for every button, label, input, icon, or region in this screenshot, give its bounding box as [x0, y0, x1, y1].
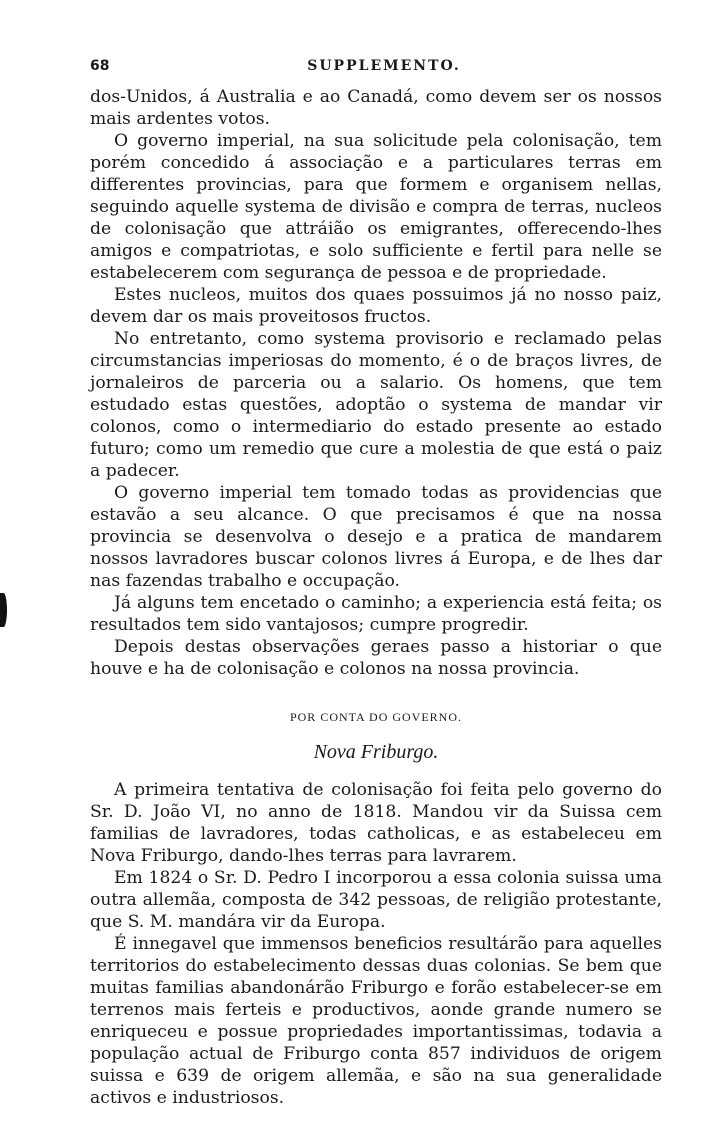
section-heading: POR CONTA DO GOVERNO.	[289, 710, 463, 724]
paragraph: O governo imperial, na sua solicitude pela colonisação, tem porém concedido á associação e a particulares terras em differentes provincias, para que formem e organisem nellas, seguindo aquelle systema de divisão e compra de terras, nucleos de colonisação que attráião os emigrantes, offerecendo-lhes amigos e compatriotas, e solo sufficiente e fertil para nelle se estabelecerem com segurança de pessoa e de propriedade.	[90, 131, 662, 283]
page-number: 68	[90, 58, 110, 74]
body-text-bottom	[90, 779, 662, 1109]
paragraph: A primeira tentativa de colonisação foi feita pelo governo do Sr. D. João VI, no anno de 1818. Mandou vir da Suissa cem familias de lavradores, todas catholicas, e as estabeleceu em Nova Friburgo, dando-lhes terras para lavrarem.	[90, 780, 662, 866]
paragraph: No entretanto, como systema provisorio e reclamado pelas circumstancias imperiosas do momento, é o de braços livres, de jornaleiros de parceria ou a salario. Os homens, que tem estudado estas questões, adoptão o systema de mandar vir colonos, como o intermediario do estado presente ao estado futuro; como um remedio que cure a molestia de que está o paiz a padecer.	[90, 329, 662, 481]
running-title: SUPPLEMENTO.	[307, 58, 461, 74]
paragraph: O governo imperial tem tomado todas as providencias que estavão a seu alcance. O que precisamos é que na nossa provincia se desenvolva o desejo e a pratica de mandarem nossos lavradores buscar colonos livres á Europa, e de lhes dar nas fazendas trabalho e occupação.	[90, 483, 662, 591]
margin-ink-mark	[0, 593, 7, 627]
paragraph-continuation: dos-Unidos, á Australia e ao Canadá, como devem ser os nossos mais ardentes votos.	[90, 87, 662, 129]
running-header	[90, 58, 662, 86]
paragraph: Estes nucleos, muitos dos quaes possuimos já no nosso paiz, devem dar os mais proveitosos fructos.	[90, 285, 662, 327]
paragraph: Em 1824 o Sr. D. Pedro I incorporou a essa colonia suissa uma outra allemãa, composta de 342 pessoas, de religião protestante, que S. M. mandára vir da Europa.	[90, 868, 662, 932]
paragraph: Depois destas observações geraes passo a historiar o que houve e ha de colonisação e colonos na nossa provincia.	[90, 637, 662, 679]
subsection-heading: Nova Friburgo.	[313, 741, 439, 763]
book-page	[90, 58, 662, 1109]
paragraph: Já alguns tem encetado o caminho; a experiencia está feita; os resultados tem sido vantajosos; cumpre progredir.	[90, 593, 662, 635]
paragraph: É innegavel que immensos beneficios resultárão para aquelles territorios do estabelecimento dessas duas colonias. Se bem que muitas familias abandonárão Friburgo e forão estabelecer-se em terrenos mais ferteis e productivos, aonde grande numero se enriqueceu e possue propriedades importantissimas, todavia a população actual de Friburgo conta 857 individuos de origem suissa e 639 de origem allemãa, e são na sua generalidade activos e industriosos.	[90, 934, 662, 1108]
body-text-top	[90, 86, 662, 680]
